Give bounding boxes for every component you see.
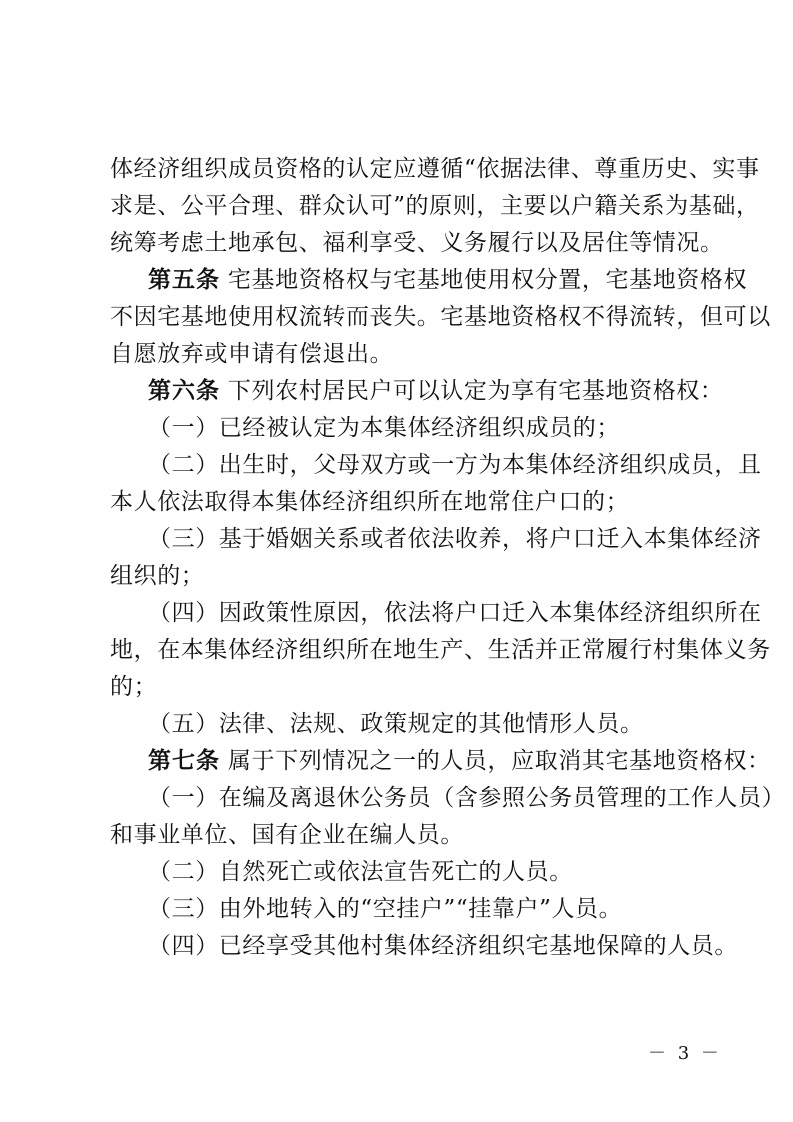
- article-5-label: 第五条: [148, 266, 220, 293]
- paragraph-line: 的；: [110, 674, 158, 700]
- list-item-line: （五）法律、法规、政策规定的其他情形人员。: [148, 711, 644, 737]
- paragraph-line: 求是、公平合理、群众认可”的原则，主要以户籍关系为基础，: [110, 193, 760, 219]
- paragraph-line: 组织的；: [110, 563, 205, 589]
- list-item-line: （一）已经被认定为本集体经济组织成员的；: [148, 415, 620, 441]
- article-6-line: [148, 376, 724, 406]
- list-item-line: （一）在编及离退休公务员（含参照公务员管理的工作人员）: [148, 785, 786, 811]
- article-6-text: 下列农村居民户可以认定为享有宅基地资格权：: [220, 378, 724, 404]
- page-number: － 3 －: [648, 1043, 722, 1064]
- list-item-line: （二）出生时，父母双方或一方为本集体经济组织成员，且: [148, 452, 762, 478]
- article-6-label: 第六条: [148, 377, 220, 404]
- list-item-line: （三）基于婚姻关系或者依法收养，将户口迁入本集体经济: [148, 526, 762, 552]
- paragraph-line: 自愿放弃或申请有偿退出。: [110, 341, 394, 367]
- list-item-line: （三）由外地转入的“空挂户”“挂靠户”人员。: [148, 896, 623, 922]
- article-7-label: 第七条: [148, 747, 220, 774]
- paragraph-line: 和事业单位、国有企业在编人员。: [110, 822, 464, 848]
- list-item-line: （四）因政策性原因，依法将户口迁入本集体经济组织所在: [148, 600, 762, 626]
- paragraph-line: 地，在本集体经济组织所在地生产、生活并正常履行村集体义务: [110, 637, 771, 663]
- article-7-text: 属于下列情况之一的人员，应取消其宅基地资格权：: [220, 748, 771, 774]
- paragraph-line: 不因宅基地使用权流转而丧失。宅基地资格权不得流转，但可以: [110, 304, 771, 330]
- list-item-line: （二）自然死亡或依法宣告死亡的人员。: [148, 859, 573, 885]
- paragraph-line: 体经济组织成员资格的认定应遵循“依据法律、尊重历史、实事: [110, 156, 760, 182]
- article-7-line: [148, 746, 771, 776]
- paragraph-line: 统筹考虑土地承包、福利享受、义务履行以及居住等情况。: [110, 230, 724, 256]
- list-item-line: （四）已经享受其他村集体经济组织宅基地保障的人员。: [148, 933, 738, 959]
- article-5-text: 宅基地资格权与宅基地使用权分置，宅基地资格权: [220, 267, 748, 293]
- paragraph-line: 本人依法取得本集体经济组织所在地常住户口的；: [110, 489, 630, 515]
- article-5-line: [148, 265, 748, 295]
